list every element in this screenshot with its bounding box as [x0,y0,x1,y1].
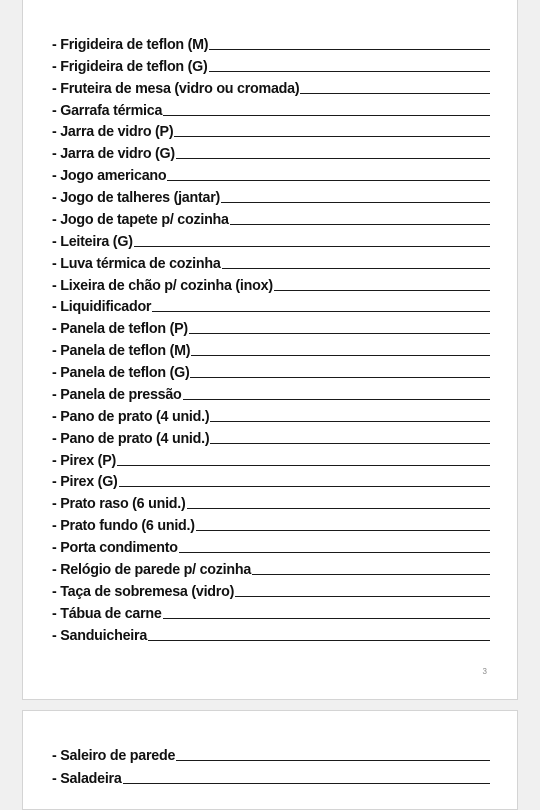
fill-in-line [163,618,490,619]
fill-in-line [190,377,490,378]
fill-in-line [221,202,490,203]
fill-in-line [189,333,490,334]
item-label: - Jarra de vidro (P) [52,124,174,141]
page-number: 3 [482,667,487,676]
list-item [52,294,490,316]
item-label: - Prato fundo (6 unid.) [52,518,195,535]
item-label: - Sanduicheira [52,627,148,644]
fill-in-line [174,136,490,137]
list-item [52,272,490,294]
gift-list [52,741,490,787]
item-label: - Jarra de vidro (G) [52,146,175,163]
list-item [52,31,490,53]
list-item [52,381,490,403]
fill-in-line [191,355,490,356]
list-item [52,512,490,534]
fill-in-line [152,311,490,312]
list-item [52,490,490,512]
list-item [52,97,490,119]
list-item [52,622,490,644]
item-label: - Pano de prato (4 unid.) [52,430,210,447]
list-item [52,228,490,250]
item-label: - Pirex (G) [52,474,118,491]
fill-in-line [148,640,490,641]
fill-in-line [209,71,490,72]
fill-in-line [117,465,490,466]
fill-in-line [163,115,490,116]
list-item [52,162,490,184]
fill-in-line [187,508,490,509]
item-label: - Pirex (P) [52,452,116,469]
list-item [52,250,490,272]
list-item [52,315,490,337]
fill-in-line [134,246,490,247]
item-label: - Saleiro de parede [52,748,176,764]
list-item [52,764,490,787]
list-item [52,425,490,447]
item-label: - Saladeira [52,771,122,787]
item-label: - Panela de teflon (P) [52,321,188,338]
fill-in-line [179,552,490,553]
item-label: - Panela de pressão [52,386,182,403]
list-item [52,75,490,97]
list-item [52,359,490,381]
item-label: - Prato raso (6 unid.) [52,496,186,513]
list-item [52,140,490,162]
fill-in-line [210,443,490,444]
item-label: - Frigideira de teflon (G) [52,58,208,75]
fill-in-line [274,290,490,291]
list-item [52,119,490,141]
item-label: - Porta condimento [52,540,178,556]
item-label: - Lixeira de chão p/ cozinha (inox) [52,277,273,294]
item-label: - Fruteira de mesa (vidro ou cromada) [52,80,300,97]
item-label: - Panela de teflon (M) [52,343,191,360]
fill-in-line [222,268,490,269]
item-label: - Panela de teflon (G) [52,365,190,381]
fill-in-line [210,421,490,422]
list-item [52,403,490,425]
item-label: - Liquidificador [52,299,152,316]
fill-in-line [183,399,490,400]
item-label: - Jogo de talheres (jantar) [52,190,221,206]
item-label: - Tábua de carne [52,605,162,622]
fill-in-line [176,760,490,761]
fill-in-line [167,180,490,181]
fill-in-line [230,224,490,225]
item-label: - Jogo americano [52,168,167,185]
fill-in-line [123,783,490,784]
item-label: - Pano de prato (4 unid.) [52,408,210,425]
list-item [52,53,490,75]
fill-in-line [196,530,490,531]
fill-in-line [119,486,490,487]
item-label: - Relógio de parede p/ cozinha [52,561,252,578]
document-page-4 [22,710,518,810]
list-item [52,741,490,764]
document-page-3 [22,0,518,700]
fill-in-line [176,158,490,159]
list-item [52,206,490,228]
fill-in-line [235,596,490,597]
gift-list [52,31,490,644]
list-item [52,337,490,359]
list-item [52,578,490,600]
fill-in-line [300,93,490,94]
list-item [52,447,490,469]
fill-in-line [209,49,490,50]
item-label: - Taça de sobremesa (vidro) [52,583,235,600]
item-label: - Jogo de tapete p/ cozinha [52,211,229,228]
list-item [52,556,490,578]
item-label: - Luva térmica de cozinha [52,255,221,272]
list-item [52,184,490,206]
list-item [52,469,490,491]
list-item [52,600,490,622]
item-label: - Garrafa térmica [52,102,163,119]
item-label: - Frigideira de teflon (M) [52,36,209,53]
fill-in-line [252,574,490,575]
list-item [52,534,490,556]
item-label: - Leiteira (G) [52,233,133,250]
